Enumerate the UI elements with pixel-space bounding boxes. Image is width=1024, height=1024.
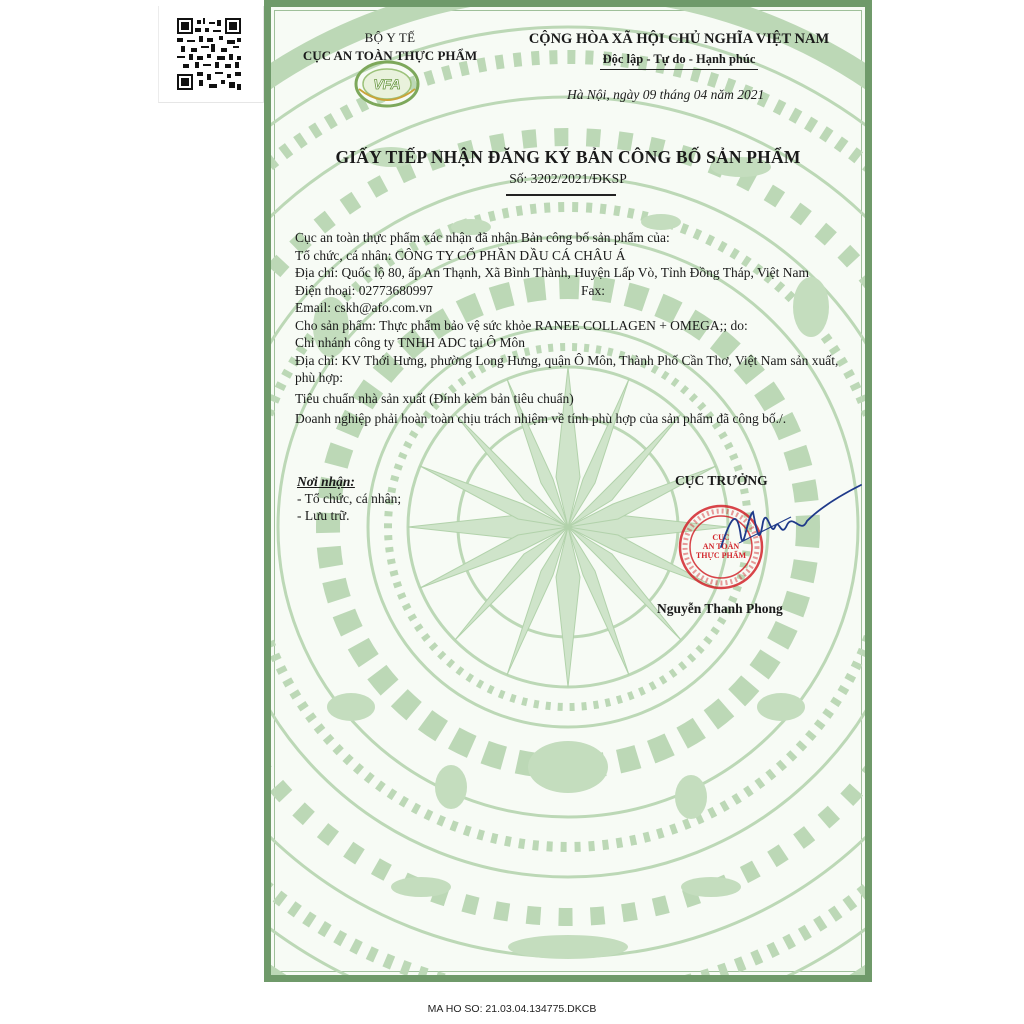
certificate-document bbox=[264, 0, 872, 982]
qr-card bbox=[158, 6, 264, 103]
recipient-item: - Lưu trữ. bbox=[297, 508, 350, 523]
logo-text: VFA bbox=[373, 76, 401, 92]
handwritten-signature bbox=[711, 477, 871, 567]
number-underline bbox=[506, 194, 616, 196]
product-line: Cho sản phẩm: Thực phẩm bảo vệ sức khỏe RANEE COLLAGEN + OMEGA;; do: bbox=[295, 317, 748, 333]
intro-line: Cục an toàn thực phẩm xác nhận đã nhận Bản công bố sản phẩm của: bbox=[295, 230, 670, 245]
recipients-block bbox=[297, 473, 401, 524]
signer-title: CỤC TRƯỞNG bbox=[675, 473, 768, 488]
dossier-code: MA HO SO: 21.03.04.134775.DKCB bbox=[427, 1003, 597, 1015]
recipient-item: - Tổ chức, cá nhân; bbox=[297, 491, 402, 506]
document-body bbox=[295, 229, 855, 428]
national-header bbox=[509, 29, 849, 70]
qr-code bbox=[177, 18, 241, 90]
standard-line: Tiêu chuẩn nhà sản xuất (Đính kèm bản tiêu chuẩn) bbox=[295, 390, 574, 406]
manufacturer-address: Địa chỉ: KV Thới Hưng, phường Long Hưng, quận Ô Môn, Thành Phố Cần Thơ, Việt Nam sản xuất, phù hợp: bbox=[295, 352, 839, 385]
document-number: Số: 3202/2021/ĐKSP bbox=[509, 171, 627, 186]
issue-date: Hà Nội, ngày 09 tháng 04 năm 2021 bbox=[567, 87, 765, 102]
seal-line: CỤC bbox=[712, 533, 730, 542]
responsibility-line: Doanh nghiệp phải hoàn toàn chịu trách nhiệm về tính phù hợp của sản phẩm đã công bố./. bbox=[295, 411, 787, 426]
agency-name: CỤC AN TOÀN THỰC PHẨM bbox=[302, 48, 478, 63]
ministry-name: BỘ Y TẾ bbox=[364, 30, 416, 45]
vfa-logo bbox=[353, 59, 421, 109]
motto-underline bbox=[600, 69, 758, 70]
seal-line: AN TOÀN bbox=[702, 542, 740, 551]
organization-address: Địa chỉ: Quốc lộ 80, ấp An Thạnh, Xã Bình Thành, Huyện Lấp Vò, Tỉnh Đồng Tháp, Việt Nam bbox=[295, 265, 809, 280]
signer-name: Nguyễn Thanh Phong bbox=[657, 601, 783, 616]
national-title: CỘNG HÒA XÃ HỘI CHỦ NGHĨA VIỆT NAM bbox=[528, 31, 830, 47]
national-motto: Độc lập - Tự do - Hạnh phúc bbox=[602, 52, 756, 66]
organization-line: Tổ chức, cá nhân: CÔNG TY CỔ PHẦN DẦU CÁ CHÂU Á bbox=[295, 247, 626, 263]
seal-line: THỰC PHẨM bbox=[695, 551, 747, 560]
document-title: GIẤY TIẾP NHẬN ĐĂNG KÝ BẢN CÔNG BỐ SẢN PHẨM bbox=[335, 147, 801, 167]
manufacturer-line: Chi nhánh công ty TNHH ADC tại Ô Môn bbox=[295, 335, 525, 350]
email-line: Email: cskh@afo.com.vn bbox=[295, 300, 433, 315]
recipients-heading: Nơi nhận: bbox=[297, 474, 355, 489]
contact-line bbox=[295, 282, 855, 300]
phone-line: Điện thoại: 02773680997 bbox=[295, 282, 433, 298]
fax-line: Fax: bbox=[581, 282, 606, 298]
